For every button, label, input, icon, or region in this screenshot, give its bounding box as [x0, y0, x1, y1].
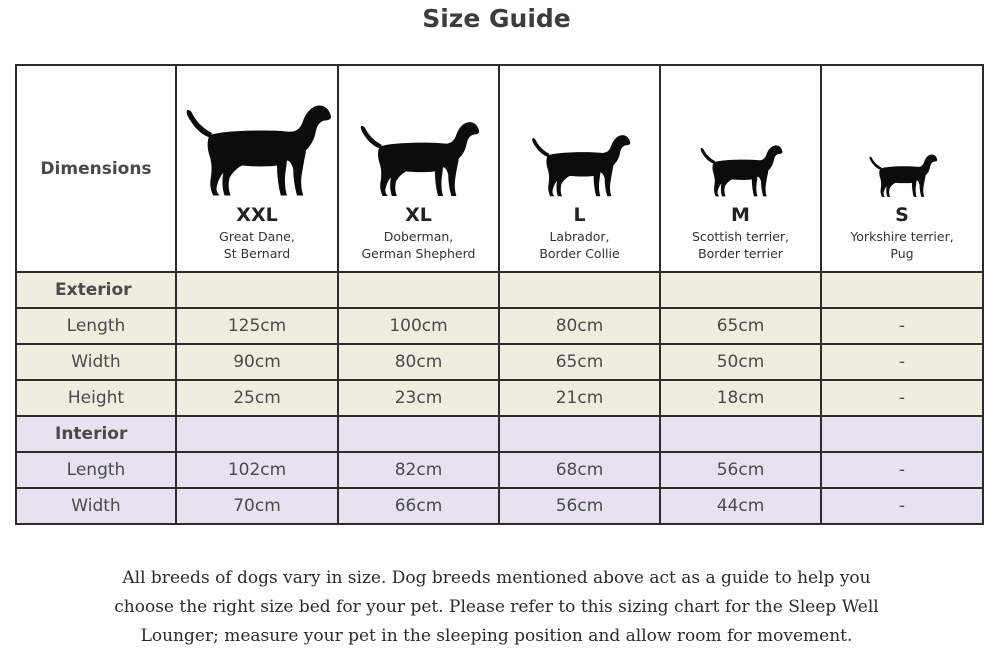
size-code: M — [731, 204, 750, 226]
breed-line: Labrador, — [549, 229, 610, 244]
dog-silhouette-icon — [182, 98, 332, 198]
size-code: XL — [405, 204, 432, 226]
breed-line: Doberman, — [383, 229, 454, 244]
table-cell: - — [821, 488, 983, 524]
table-cell: - — [821, 308, 983, 344]
table-cell: 80cm — [499, 308, 660, 344]
interior-label: Interior — [16, 416, 176, 452]
row-label: Length — [16, 308, 176, 344]
breed-list — [661, 228, 820, 262]
footnote-line: All breeds of dogs vary in size. Dog breeds mentioned above act as a guide to help you — [122, 568, 871, 588]
table-cell: 70cm — [176, 488, 338, 524]
breed-line: Border Collie — [539, 246, 620, 261]
breed-line: German Shepherd — [361, 246, 476, 261]
table-cell: 66cm — [338, 488, 499, 524]
size-header-l — [499, 65, 660, 272]
table-row — [16, 380, 983, 416]
table-cell: 100cm — [338, 308, 499, 344]
size-code: L — [573, 204, 586, 226]
size-code: S — [895, 204, 909, 226]
footnote — [40, 564, 953, 651]
interior-section-row — [16, 416, 983, 452]
footnote-line: choose the right size bed for your pet. Please refer to this sizing chart for the Sleep Well — [114, 597, 879, 617]
breed-line: Yorkshire terrier, — [850, 229, 954, 244]
table-cell: 56cm — [660, 452, 821, 488]
size-header-s — [821, 65, 983, 272]
page-title: Size Guide — [422, 4, 571, 33]
table-cell: 56cm — [499, 488, 660, 524]
exterior-section-row — [16, 272, 983, 308]
dog-silhouette-icon — [867, 151, 938, 198]
dimensions-header-cell — [16, 65, 176, 272]
footnote-line: Lounger; measure your pet in the sleeping position and allow room for movement. — [140, 626, 853, 646]
size-header-m — [660, 65, 821, 272]
table-cell: 68cm — [499, 452, 660, 488]
header-row — [16, 65, 983, 272]
dog-silhouette-icon — [698, 141, 783, 198]
table-row — [16, 344, 983, 380]
table-cell: - — [821, 344, 983, 380]
table-cell: 18cm — [660, 380, 821, 416]
dog-silhouette-icon — [357, 116, 480, 198]
table-cell: 65cm — [660, 308, 821, 344]
table-cell: - — [821, 452, 983, 488]
size-header-xxl — [176, 65, 338, 272]
table-cell: 90cm — [176, 344, 338, 380]
size-code: XXL — [236, 204, 278, 226]
row-label: Height — [16, 380, 176, 416]
table-cell: 23cm — [338, 380, 499, 416]
table-cell: - — [821, 380, 983, 416]
row-label: Length — [16, 452, 176, 488]
breed-line: St Bernard — [223, 246, 291, 261]
breed-line: Great Dane, — [219, 229, 295, 244]
exterior-label: Exterior — [16, 272, 176, 308]
table-cell: 50cm — [660, 344, 821, 380]
table-cell: 80cm — [338, 344, 499, 380]
breed-line: Scottish terrier, — [691, 229, 790, 244]
breed-line: Pug — [890, 246, 914, 261]
size-guide-table — [15, 64, 984, 525]
breed-list — [177, 228, 337, 262]
table-cell: 102cm — [176, 452, 338, 488]
size-header-xl — [338, 65, 499, 272]
table-row — [16, 488, 983, 524]
row-label: Width — [16, 488, 176, 524]
breed-list — [339, 228, 498, 262]
table-cell: 21cm — [499, 380, 660, 416]
table-cell: 25cm — [176, 380, 338, 416]
table-cell: 125cm — [176, 308, 338, 344]
table-cell: 65cm — [499, 344, 660, 380]
breed-list — [500, 228, 659, 262]
table-cell: 82cm — [338, 452, 499, 488]
dog-silhouette-icon — [529, 130, 631, 198]
table-cell: 44cm — [660, 488, 821, 524]
row-label: Width — [16, 344, 176, 380]
breed-line: Border terrier — [698, 246, 783, 261]
breed-list — [822, 228, 982, 262]
table-row — [16, 452, 983, 488]
table-row — [16, 308, 983, 344]
dimensions-label: Dimensions — [40, 158, 152, 179]
